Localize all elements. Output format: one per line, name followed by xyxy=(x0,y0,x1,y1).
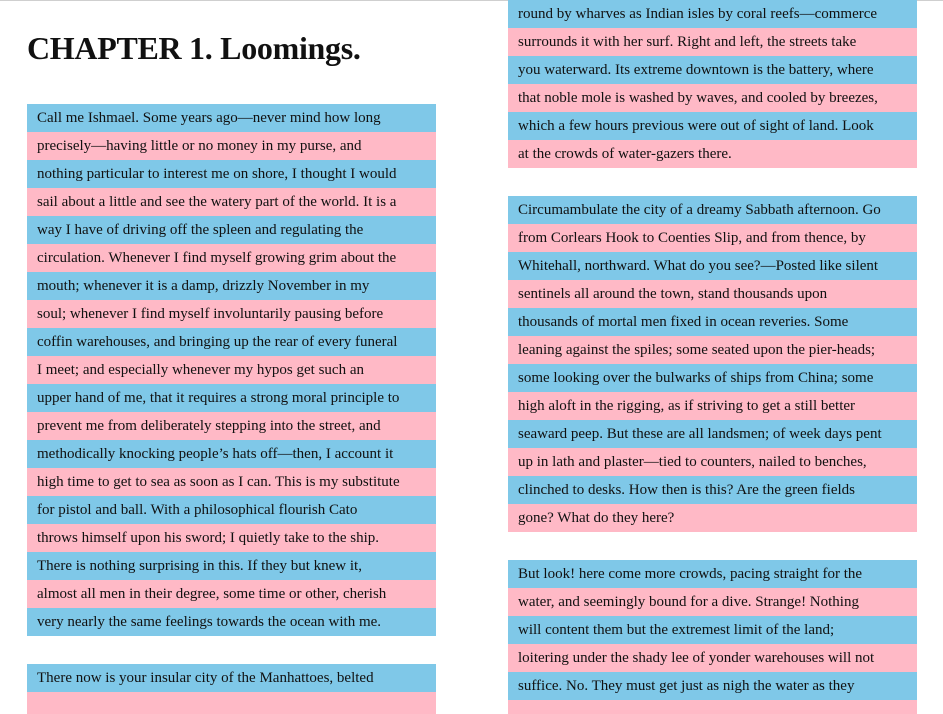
text-line: which a few hours previous were out of sight of land. Look xyxy=(508,112,917,140)
paragraph-wharves-continued xyxy=(508,0,917,168)
text-line: sail about a little and see the watery part of the world. It is a xyxy=(27,188,436,216)
text-line: high aloft in the rigging, as if striving to get a still better xyxy=(508,392,917,420)
text-line: throws himself upon his sword; I quietly take to the ship. xyxy=(27,524,436,552)
text-line: that noble mole is washed by waves, and cooled by breezes, xyxy=(508,84,917,112)
text-line: seaward peep. But these are all landsmen; of week days pent xyxy=(508,420,917,448)
text-line: almost all men in their degree, some time or other, cherish xyxy=(27,580,436,608)
text-line: thousands of mortal men fixed in ocean reveries. Some xyxy=(508,308,917,336)
chapter-title: CHAPTER 1. Loomings. xyxy=(27,30,361,66)
text-line: I meet; and especially whenever my hypos get such an xyxy=(27,356,436,384)
text-line: clinched to desks. How then is this? Are the green fields xyxy=(508,476,917,504)
text-line: high time to get to sea as soon as I can. This is my substitute xyxy=(27,468,436,496)
paragraph-more-crowds xyxy=(508,560,917,714)
paragraph-call-me-ishmael xyxy=(27,104,436,636)
text-line: up in lath and plaster—tied to counters, nailed to benches, xyxy=(508,448,917,476)
text-line: circulation. Whenever I find myself growing grim about the xyxy=(27,244,436,272)
text-line: Whitehall, northward. What do you see?—Posted like silent xyxy=(508,252,917,280)
text-line: coffin warehouses, and bringing up the rear of every funeral xyxy=(27,328,436,356)
text-line: round by wharves as Indian isles by coral reefs—commerce xyxy=(508,0,917,28)
text-line: prevent me from deliberately stepping into the street, and xyxy=(27,412,436,440)
text-line: mouth; whenever it is a damp, drizzly November in my xyxy=(27,272,436,300)
paragraph-insular-city xyxy=(27,664,436,714)
text-line: surrounds it with her surf. Right and left, the streets take xyxy=(508,28,917,56)
text-line: Call me Ishmael. Some years ago—never mind how long xyxy=(27,104,436,132)
text-line: Circumambulate the city of a dreamy Sabbath afternoon. Go xyxy=(508,196,917,224)
text-line: loitering under the shady lee of yonder warehouses will not xyxy=(508,644,917,672)
text-line: nothing particular to interest me on shore, I thought I would xyxy=(27,160,436,188)
text-line: upper hand of me, that it requires a strong moral principle to xyxy=(27,384,436,412)
text-line: But look! here come more crowds, pacing straight for the xyxy=(508,560,917,588)
text-line: at the crowds of water-gazers there. xyxy=(508,140,917,168)
text-line: suffice. No. They must get just as nigh the water as they xyxy=(508,672,917,700)
paragraph-circumambulate xyxy=(508,196,917,532)
text-line: way I have of driving off the spleen and regulating the xyxy=(27,216,436,244)
text-line: There now is your insular city of the Manhattoes, belted xyxy=(27,664,436,692)
text-line: soul; whenever I find myself involuntarily pausing before xyxy=(27,300,436,328)
text-line xyxy=(508,700,917,714)
text-line: water, and seemingly bound for a dive. Strange! Nothing xyxy=(508,588,917,616)
text-line: There is nothing surprising in this. If they but knew it, xyxy=(27,552,436,580)
text-line: gone? What do they here? xyxy=(508,504,917,532)
text-line: you waterward. Its extreme downtown is the battery, where xyxy=(508,56,917,84)
text-line xyxy=(27,692,436,714)
text-line: will content them but the extremest limit of the land; xyxy=(508,616,917,644)
text-line: very nearly the same feelings towards the ocean with me. xyxy=(27,608,436,636)
text-line: methodically knocking people’s hats off—then, I account it xyxy=(27,440,436,468)
text-line: sentinels all around the town, stand thousands upon xyxy=(508,280,917,308)
text-line: precisely—having little or no money in my purse, and xyxy=(27,132,436,160)
text-line: for pistol and ball. With a philosophical flourish Cato xyxy=(27,496,436,524)
text-line: from Corlears Hook to Coenties Slip, and from thence, by xyxy=(508,224,917,252)
text-line: leaning against the spiles; some seated upon the pier-heads; xyxy=(508,336,917,364)
text-line: some looking over the bulwarks of ships from China; some xyxy=(508,364,917,392)
